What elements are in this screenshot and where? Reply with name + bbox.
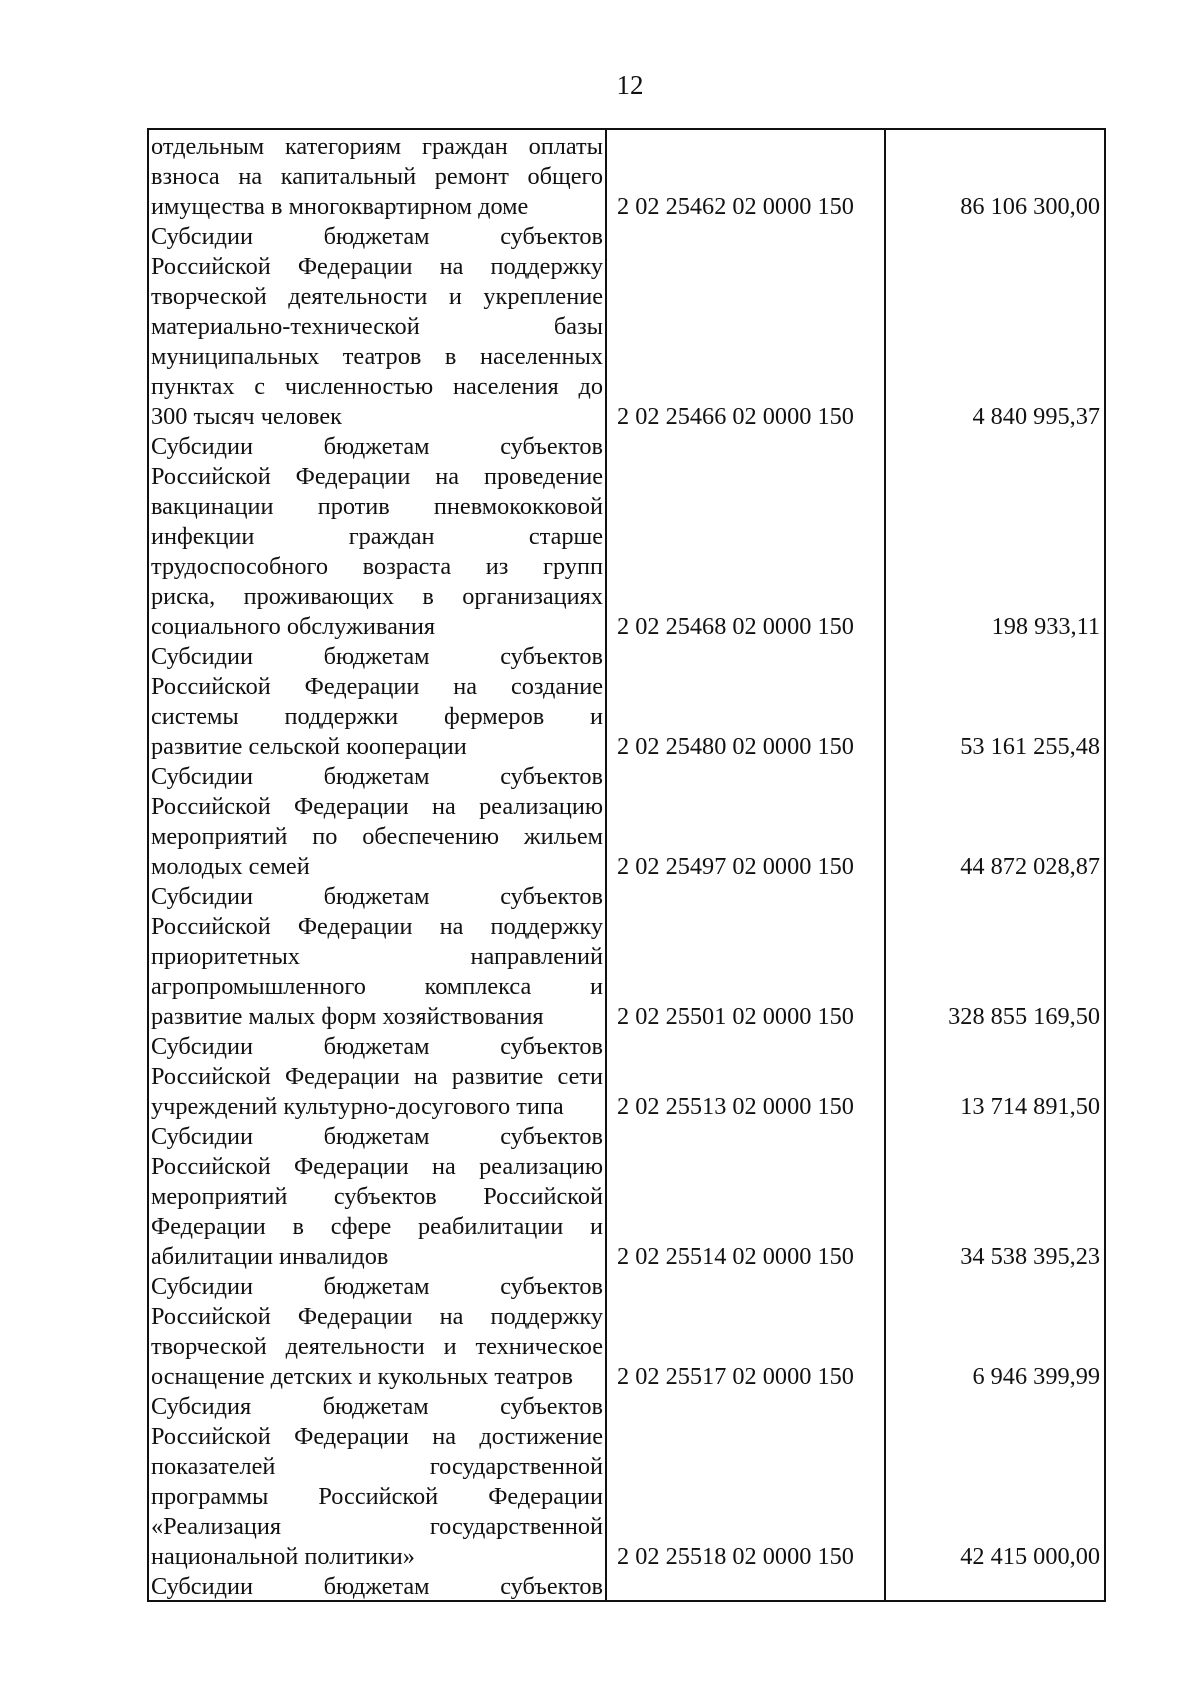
description-line: риска, проживающих в организациях bbox=[151, 583, 603, 610]
description-line: Субсидии бюджетам субъектов bbox=[151, 883, 603, 910]
row-code: 2 02 25517 02 0000 150 bbox=[617, 1363, 854, 1390]
description-line: вакцинации против пневмококковой bbox=[151, 493, 603, 520]
description-line: молодых семей bbox=[151, 853, 310, 880]
description-line: Субсидии бюджетам субъектов bbox=[151, 1273, 603, 1300]
row-code: 2 02 25462 02 0000 150 bbox=[617, 193, 854, 220]
description-line: абилитации инвалидов bbox=[151, 1243, 389, 1270]
description-line: «Реализация государственной bbox=[151, 1513, 603, 1540]
description-line: Федерации в сфере реабилитации и bbox=[151, 1213, 603, 1240]
row-amount: 6 946 399,99 bbox=[972, 1363, 1100, 1390]
description-line: агропромышленного комплекса и bbox=[151, 973, 603, 1000]
description-line: социального обслуживания bbox=[151, 613, 436, 640]
row-description bbox=[151, 1032, 603, 1122]
table-row bbox=[149, 1122, 1104, 1272]
table-row bbox=[149, 642, 1104, 762]
description-line: Российской Федерации на реализацию bbox=[151, 1153, 603, 1180]
row-description bbox=[151, 222, 603, 432]
description-line: инфекции граждан старше bbox=[151, 523, 603, 550]
table-row bbox=[149, 1272, 1104, 1392]
description-line: 300 тысяч человек bbox=[151, 403, 342, 430]
table-row bbox=[149, 222, 1104, 432]
description-line: Российской Федерации на поддержку bbox=[151, 1303, 603, 1330]
description-line: отдельным категориям граждан оплаты bbox=[151, 133, 603, 160]
description-line: показателей государственной bbox=[151, 1453, 603, 1480]
description-line: развитие малых форм хозяйствования bbox=[151, 1003, 544, 1030]
row-description bbox=[151, 1572, 603, 1602]
description-line: развитие сельской кооперации bbox=[151, 733, 467, 760]
row-code: 2 02 25514 02 0000 150 bbox=[617, 1243, 854, 1270]
row-amount: 44 872 028,87 bbox=[960, 853, 1100, 880]
row-description bbox=[151, 762, 603, 882]
description-line: Российской Федерации на проведение bbox=[151, 463, 603, 490]
description-line: Субсидии бюджетам субъектов bbox=[151, 643, 603, 670]
description-line: Российской Федерации на достижение bbox=[151, 1423, 603, 1450]
row-amount: 13 714 891,50 bbox=[960, 1093, 1100, 1120]
budget-table bbox=[147, 128, 1106, 1602]
description-line: Российской Федерации на поддержку bbox=[151, 913, 603, 940]
description-line: оснащение детских и кукольных театров bbox=[151, 1363, 573, 1390]
description-line: Субсидии бюджетам субъектов bbox=[151, 763, 603, 790]
row-description bbox=[151, 432, 603, 642]
row-description bbox=[151, 1272, 603, 1392]
description-line: муниципальных театров в населенных bbox=[151, 343, 603, 370]
row-description bbox=[151, 1122, 603, 1272]
description-line: Российской Федерации на поддержку bbox=[151, 253, 603, 280]
row-code: 2 02 25513 02 0000 150 bbox=[617, 1093, 854, 1120]
description-line: Субсидии бюджетам субъектов bbox=[151, 1123, 603, 1150]
table-row bbox=[149, 432, 1104, 642]
row-code: 2 02 25518 02 0000 150 bbox=[617, 1543, 854, 1570]
description-line: Российской Федерации на реализацию bbox=[151, 793, 603, 820]
description-line: трудоспособного возраста из групп bbox=[151, 553, 603, 580]
table-row bbox=[149, 882, 1104, 1032]
row-description bbox=[151, 882, 603, 1032]
description-line: учреждений культурно-досугового типа bbox=[151, 1093, 564, 1120]
description-line: программы Российской Федерации bbox=[151, 1483, 603, 1510]
table-row bbox=[149, 1392, 1104, 1572]
row-amount: 86 106 300,00 bbox=[960, 193, 1100, 220]
description-line: взноса на капитальный ремонт общего bbox=[151, 163, 603, 190]
description-line: системы поддержки фермеров и bbox=[151, 703, 603, 730]
description-line: Субсидии бюджетам субъектов bbox=[151, 223, 603, 250]
description-line: имущества в многоквартирном доме bbox=[151, 193, 529, 220]
table-row bbox=[149, 132, 1104, 222]
row-description bbox=[151, 132, 603, 222]
row-code: 2 02 25501 02 0000 150 bbox=[617, 1003, 854, 1030]
table-row bbox=[149, 1032, 1104, 1122]
description-line: приоритетных направлений bbox=[151, 943, 603, 970]
row-amount: 328 855 169,50 bbox=[948, 1003, 1100, 1030]
page-number: 12 bbox=[616, 70, 644, 100]
row-description bbox=[151, 1392, 603, 1572]
description-line: Субсидия бюджетам субъектов bbox=[151, 1393, 603, 1420]
description-line: Субсидии бюджетам субъектов bbox=[151, 1033, 603, 1060]
description-line: творческой деятельности и укрепление bbox=[151, 283, 603, 310]
row-amount: 42 415 000,00 bbox=[960, 1543, 1100, 1570]
row-code: 2 02 25480 02 0000 150 bbox=[617, 733, 854, 760]
description-line: пунктах с численностью населения до bbox=[151, 373, 603, 400]
description-line: мероприятий субъектов Российской bbox=[151, 1183, 603, 1210]
description-line: Субсидии бюджетам субъектов bbox=[151, 433, 603, 460]
table-row bbox=[149, 1572, 1104, 1602]
description-line: материально-технической базы bbox=[151, 313, 603, 340]
row-code: 2 02 25468 02 0000 150 bbox=[617, 613, 854, 640]
row-code: 2 02 25497 02 0000 150 bbox=[617, 853, 854, 880]
row-description bbox=[151, 642, 603, 762]
description-line: Российской Федерации на создание bbox=[151, 673, 603, 700]
description-line: мероприятий по обеспечению жильем bbox=[151, 823, 603, 850]
table-row bbox=[149, 762, 1104, 882]
description-line: Российской Федерации на развитие сети bbox=[151, 1063, 603, 1090]
row-amount: 53 161 255,48 bbox=[960, 733, 1100, 760]
row-amount: 34 538 395,23 bbox=[960, 1243, 1100, 1270]
row-code: 2 02 25466 02 0000 150 bbox=[617, 403, 854, 430]
row-amount: 4 840 995,37 bbox=[972, 403, 1100, 430]
description-line: национальной политики» bbox=[151, 1543, 415, 1570]
description-line: творческой деятельности и техническое bbox=[151, 1333, 603, 1360]
row-amount: 198 933,11 bbox=[991, 613, 1100, 640]
description-line: Субсидии бюджетам субъектов bbox=[151, 1573, 603, 1600]
